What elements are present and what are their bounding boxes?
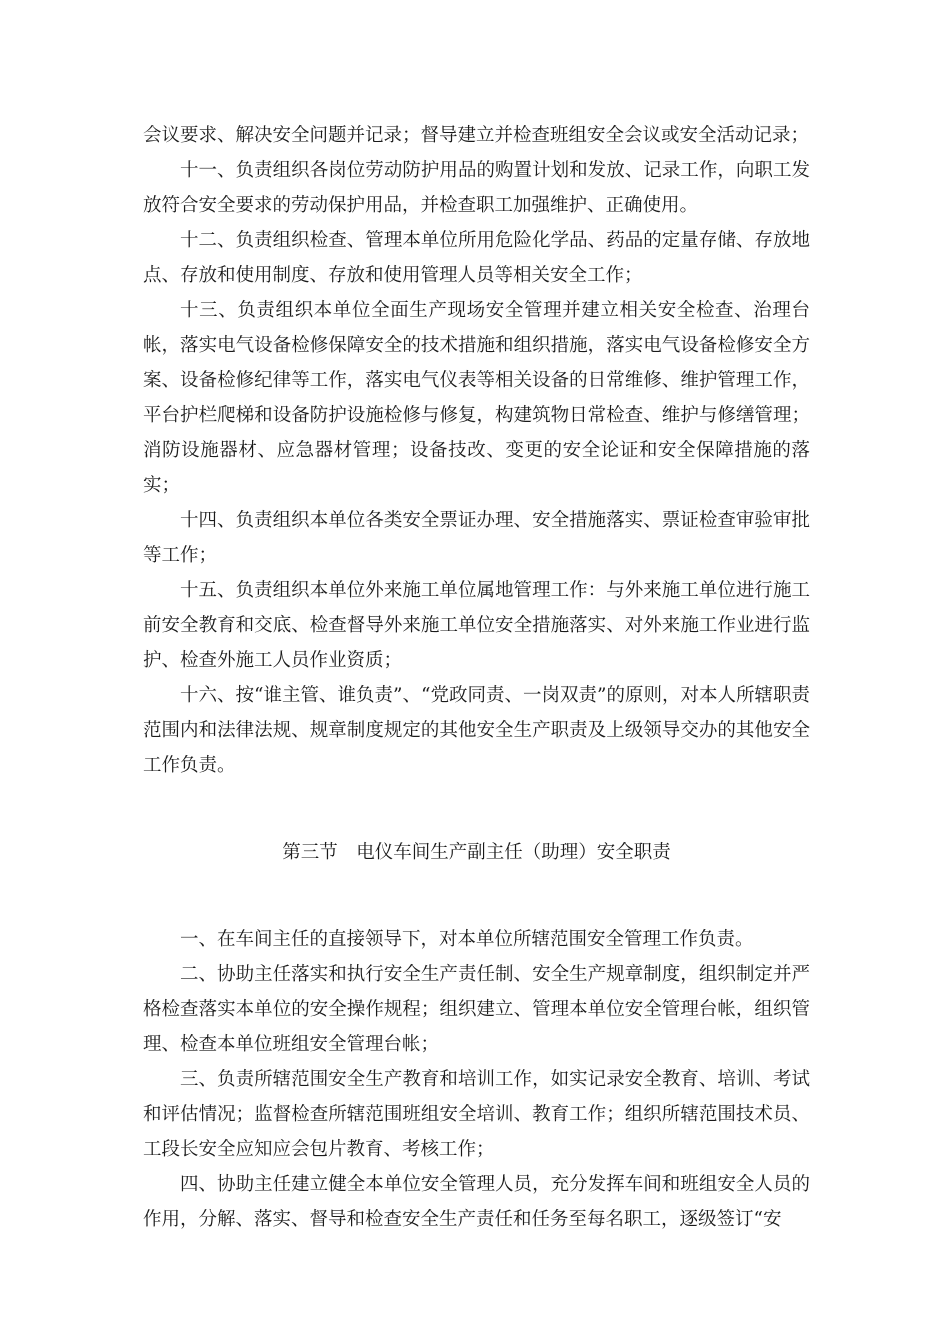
paragraph-item-15: 十五、负责组织本单位外来施工单位属地管理工作：与外来施工单位进行施工前安全教育和交底、检查督导外来施工单位安全措施落实、对外来施工作业进行监护、检查外施工人员作业资质； <box>143 580 810 671</box>
paragraph-continuation: 会议要求、解决安全问题并记录；督导建立并检查班组安全会议或安全活动记录； <box>143 125 810 146</box>
document-page <box>143 118 810 1237</box>
paragraph-item-2: 二、协助主任落实和执行安全生产责任制、安全生产规章制度，组织制定并严格检查落实本单位的安全操作规程；组织建立、管理本单位安全管理台帐，组织管理、检查本单位班组安全管理台帐； <box>143 964 810 1055</box>
paragraph-item-11: 十一、负责组织各岗位劳动防护用品的购置计划和发放、记录工作，向职工发放符合安全要求的劳动保护用品，并检查职工加强维护、正确使用。 <box>143 160 810 216</box>
paragraph-item-16: 十六、按“谁主管、谁负责”、“党政同责、一岗双责”的原则，对本人所辖职责范围内和法律法规、规章制度规定的其他安全生产职责及上级领导交办的其他安全工作负责。 <box>143 685 810 776</box>
paragraph-item-3: 三、负责所辖范围安全生产教育和培训工作，如实记录安全教育、培训、考试和评估情况；监督检查所辖范围班组安全培训、教育工作；组织所辖范围技术员、工段长安全应知应会包片教育、考核工作； <box>143 1069 810 1160</box>
paragraph-item-13: 十三、负责组织本单位全面生产现场安全管理并建立相关安全检查、治理台帐，落实电气设备检修保障安全的技术措施和组织措施，落实电气设备检修安全方案、设备检修纪律等工作，落实电气仪表等相关设备的日常维修、维护管理工作，平台护栏爬梯和设备防护设施检修与修复，构建筑物日常检查、维护与修缮管理；消防设施器材、应急器材管理；设备技改、变更的安全论证和安全保障措施的落实； <box>143 300 810 496</box>
paragraph-item-4: 四、协助主任建立健全本单位安全管理人员，充分发挥车间和班组安全人员的作用，分解、落实、督导和检查安全生产责任和任务至每名职工，逐级签订“安 <box>143 1174 810 1230</box>
paragraph-item-1: 一、在车间主任的直接领导下，对本单位所辖范围安全管理工作负责。 <box>180 929 754 950</box>
section-heading: 第三节 电仪车间生产副主任（助理）安全职责 <box>282 842 671 863</box>
paragraph-item-14: 十四、负责组织本单位各类安全票证办理、安全措施落实、票证检查审验审批等工作； <box>143 510 810 566</box>
paragraph-item-12: 十二、负责组织检查、管理本单位所用危险化学品、药品的定量存储、存放地点、存放和使用制度、存放和使用管理人员等相关安全工作； <box>143 230 810 286</box>
